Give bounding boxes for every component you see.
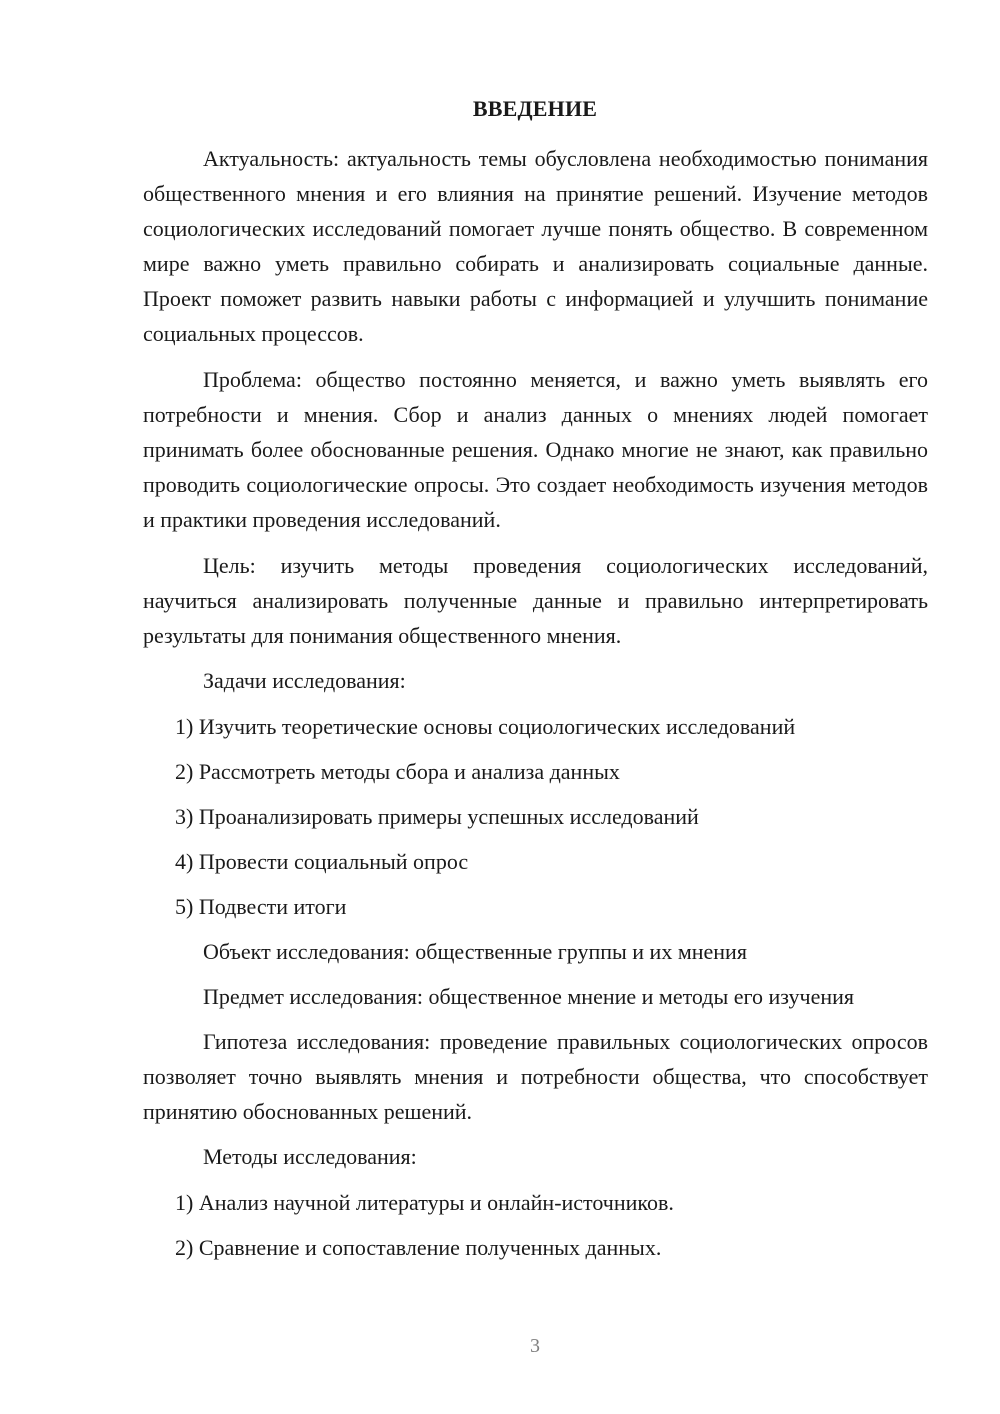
subject-paragraph: Предмет исследования: общественное мнение и методы его изучения — [203, 984, 855, 1009]
relevance-paragraph: Актуальность: актуальность темы обусловлена необходимостью понимания общественного мнения и его влияния на принятие решений. Изучение методов социологических исследований помогает лучше понять общество. В современном мире важно уметь правильно собирать и анализировать социальные данные. Проект поможет развить навыки работы с информацией и улучшить понимание социальных процессов. — [143, 146, 928, 346]
methods-list — [143, 1185, 928, 1265]
page-number: 3 — [530, 1335, 540, 1357]
tasks-heading: Задачи исследования: — [203, 668, 406, 693]
list-item: 3) Проанализировать примеры успешных исследований — [175, 804, 699, 829]
hypothesis-paragraph: Гипотеза исследования: проведение правильных социологических опросов позволяет точно выявлять мнения и потребности общества, что способствует принятию обоснованных решений. — [143, 1029, 928, 1124]
tasks-list — [143, 709, 928, 924]
list-item: 2) Рассмотреть методы сбора и анализа данных — [175, 759, 620, 784]
list-item: 2) Сравнение и сопоставление полученных данных. — [175, 1235, 662, 1260]
list-item: 1) Изучить теоретические основы социологических исследований — [175, 714, 796, 739]
object-paragraph: Объект исследования: общественные группы и их мнения — [203, 939, 747, 964]
list-item: 4) Провести социальный опрос — [175, 849, 469, 874]
problem-paragraph: Проблема: общество постоянно меняется, и важно уметь выявлять его потребности и мнения. Сбор и анализ данных о мнениях людей помогает принимать более обоснованные решения. Однако многие не знают, как правильно проводить социологические опросы. Это создает необходимость изучения методов и практики проведения исследований. — [143, 367, 928, 532]
document-body — [143, 141, 928, 1265]
list-item: 1) Анализ научной литературы и онлайн-источников. — [175, 1190, 674, 1215]
methods-heading: Методы исследования: — [203, 1144, 417, 1169]
goal-paragraph: Цель: изучить методы проведения социологических исследований, научиться анализировать полученные данные и правильно интерпретировать результаты для понимания общественного мнения. — [143, 553, 928, 648]
list-item: 5) Подвести итоги — [175, 894, 347, 919]
page-title: ВВЕДЕНИЕ — [472, 96, 598, 121]
